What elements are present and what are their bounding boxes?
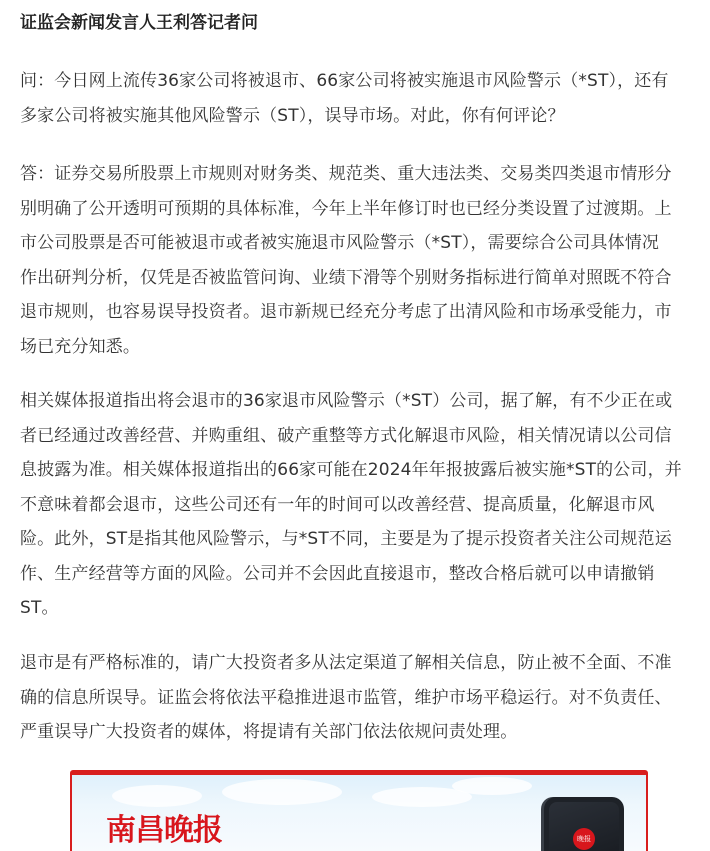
paragraph-line: 不意味着都会退市，这些公司还有一年的时间可以改善经营、提高质量，化解退市风 xyxy=(20,494,655,515)
cloud-decoration xyxy=(112,785,202,807)
paragraph-line: 严重误导广大投资者的媒体，将提请有关部门依法依规问责处理。 xyxy=(20,722,518,742)
article-title: 证监会新闻发言人王利答记者问 xyxy=(20,13,258,33)
closing-paragraph xyxy=(20,646,700,750)
paragraph-line: 退市规则，也容易误导投资者。退市新规已经充分考虑了出清风险和市场承受能力，市 xyxy=(20,302,672,322)
paragraph-line: 作出研判分析，仅凭是否被监管问询、业绩下滑等个别财务指标进行简单对照既不符合 xyxy=(20,267,672,288)
app-logo-icon: 晚报 xyxy=(573,828,595,850)
paragraph-line: 退市是有严格标准的，请广大投资者多从法定渠道了解相关信息，防止被不全面、不准 xyxy=(20,653,672,673)
paragraph-line: ST。 xyxy=(20,598,59,618)
paragraph-line: 险。此外，ST是指其他风险警示，与*ST不同，主要是为了提示投资者关注公司规范运 xyxy=(20,529,672,549)
cloud-decoration xyxy=(452,777,532,795)
media-report-paragraph xyxy=(20,384,700,626)
paragraph-line: 多家公司将被实施其他风险警示（ST），误导市场。对此，你有何评论？ xyxy=(20,105,565,126)
paragraph-line: 者已经通过改善经营、并购重组、破产重整等方式化解退市风险，相关情况请以公司信 xyxy=(20,425,672,446)
paragraph-line: 问：今日网上流传36家公司将被退市、66家公司将被实施退市风险警示（*ST），还有 xyxy=(20,71,669,91)
paragraph-line: 相关媒体报道指出将会退市的36家退市风险警示（*ST）公司，据了解，有不少正在或 xyxy=(20,391,673,411)
paragraph-line: 市公司股票是否可能被退市或者被实施退市风险警示（*ST），需要综合公司具体情况 xyxy=(20,233,660,253)
paragraph-line: 别明确了公开透明可预期的具体标准，今年上半年修订时也已经分类设置了过渡期。上 xyxy=(20,198,672,219)
cloud-decoration xyxy=(222,779,342,805)
phone-screen xyxy=(549,802,619,851)
paragraph-line: 答：证券交易所股票上市规则对财务类、规范类、重大违法类、交易类四类退市情形分 xyxy=(20,164,672,184)
paragraph-line: 场已充分知悉。 xyxy=(20,336,141,357)
paragraph-line: 息披露为准。相关媒体报道指出的66家可能在2024年年报披露后被实施*ST的公司，并 xyxy=(20,460,682,480)
answer-paragraph xyxy=(20,157,700,364)
paragraph-line: 作、生产经营等方面的风险。公司并不会因此直接退市，整改合格后就可以申请撤销 xyxy=(20,563,655,584)
newspaper-banner[interactable] xyxy=(70,770,648,851)
phone-icon xyxy=(544,797,624,851)
question-paragraph xyxy=(20,64,700,133)
brand-logo: 南昌晚报 xyxy=(106,813,222,848)
paragraph-line: 确的信息所误导。证监会将依法平稳推进退市监管，维护市场平稳运行。对不负责任、 xyxy=(20,687,672,708)
